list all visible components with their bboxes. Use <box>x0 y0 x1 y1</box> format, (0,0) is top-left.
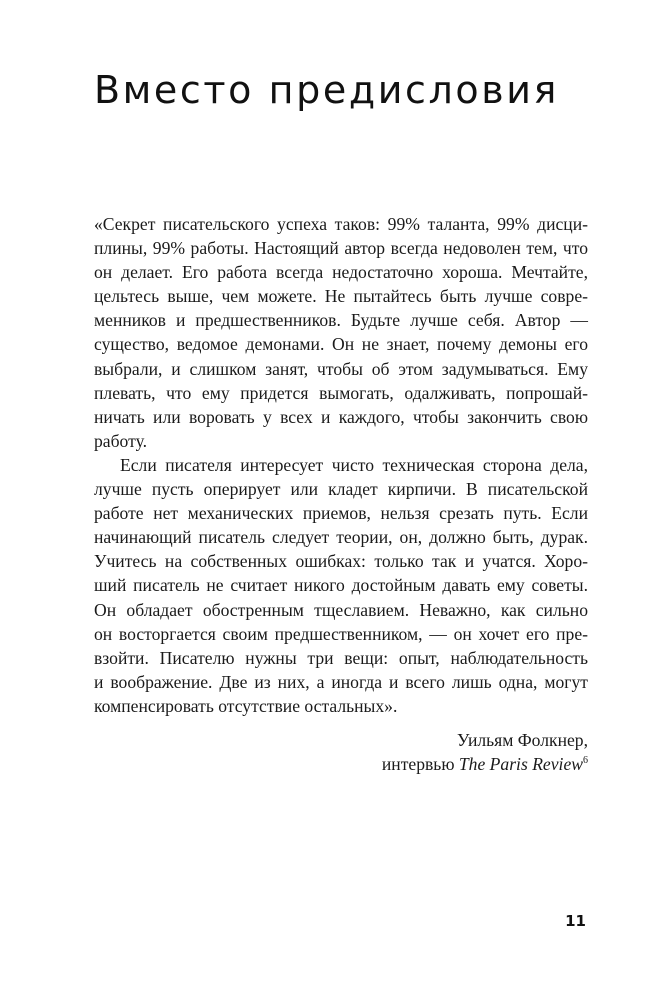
text-line: он восторгается своим предшественником, — он хочет его пре- <box>94 623 588 644</box>
text-line: выбрали, и слишком занят, чтобы об этом задумываться. Ему <box>94 358 588 379</box>
text-line: Он обладает обостренным тщеславием. Неважно, как сильно <box>94 599 588 620</box>
text-line: и воображение. Две из них, а иногда и всего лишь одна, могут <box>94 671 588 692</box>
text-line: начинающий писатель следует теории, он, должно быть, дурак. <box>94 527 588 548</box>
text-line: Учитесь на собственных ошибках: только так и учатся. Хоро- <box>94 551 588 572</box>
paragraph-2 <box>94 453 588 718</box>
text-line: работу. <box>94 430 148 451</box>
text-line: он делает. Его работа всегда недостаточно хороша. Мечтайте, <box>94 262 588 283</box>
text-line: плины, 99% работы. Настоящий автор всегда недоволен тем, что <box>94 238 588 259</box>
text-line: «Секрет писательского успеха таков: 99% таланта, 99% дисци- <box>94 214 588 234</box>
text-line: компенсировать отсутствие остальных». <box>94 695 398 716</box>
text-line: менников и предшественников. Будьте лучше себя. Автор — <box>94 310 588 331</box>
source-prefix: интервью <box>381 754 459 775</box>
text-line: ший писатель не считает никого достойным давать ему советы. <box>94 575 588 596</box>
text-line: ничать или воровать у всех и каждого, чтобы закончить свою <box>94 406 588 427</box>
source-title: The Paris Review <box>458 754 583 775</box>
attribution-author: Уильям Фолкнер, <box>457 730 588 750</box>
text-line: работе нет механических приемов, нельзя срезать путь. Если <box>94 503 588 524</box>
attribution-source <box>188 752 588 776</box>
text-line: лучше пусть оперирует или кладет кирпичи. В писательской <box>94 479 588 500</box>
text-line: существо, ведомое демонами. Он не знает, почему демоны его <box>94 334 588 355</box>
paragraph-1 <box>94 212 588 453</box>
epigraph-quote <box>94 212 588 718</box>
chapter-title: Вместо предисловия <box>94 68 559 112</box>
quote-attribution <box>188 728 588 776</box>
footnote-marker: 6 <box>583 755 588 767</box>
text-line: взойти. Писателю нужны три вещи: опыт, наблюдательность <box>94 647 588 668</box>
text-line: цельтесь выше, чем можете. Не пытайтесь быть лучше совре- <box>94 286 588 307</box>
page-number: 11 <box>565 912 586 930</box>
text-line: плевать, что ему придется вымогать, одалживать, попрошай- <box>94 382 588 403</box>
text-line: Если писателя интересует чисто техническая сторона дела, <box>120 454 588 475</box>
